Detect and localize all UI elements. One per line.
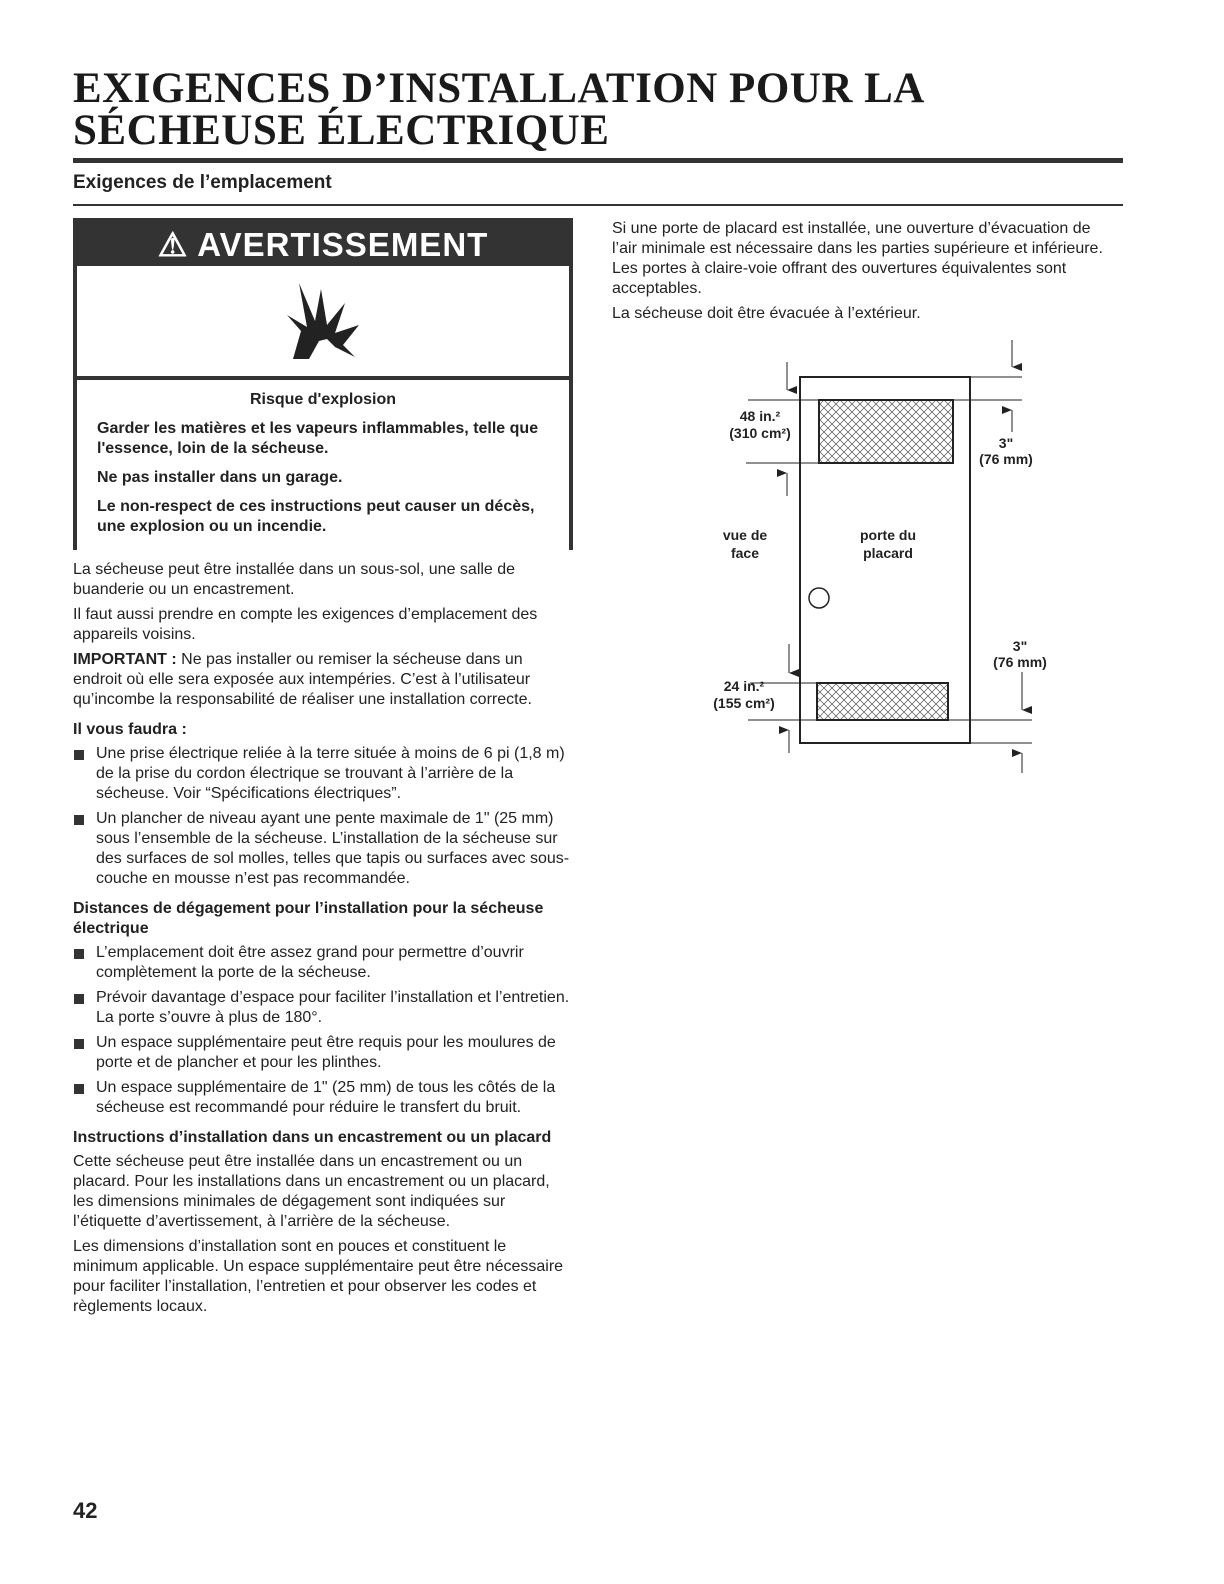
warning-line: Garder les matières et les vapeurs inflammables, telle que l'essence, loin de la sécheuse.: [97, 420, 539, 457]
view-label: vue de: [722, 527, 768, 543]
important-label: IMPORTANT :: [73, 651, 177, 668]
paragraph: La sécheuse peut être installée dans un sous-sol, une salle de buanderie ou un encastrement.: [73, 561, 516, 598]
bottom-gap-metric: (76 mm): [993, 654, 1047, 670]
page-number: 42: [73, 1498, 98, 1523]
section-heading: Exigences de l’emplacement: [73, 172, 332, 193]
important-text: Ne pas installer ou remiser la sécheuse dans un endroit où elle sera exposée aux intempéries. C’est à l’utilisateur qu’incombe la responsabilité de réaliser une installation correcte.: [73, 651, 532, 708]
warning-heading: AVERTISSEMENT: [197, 226, 489, 263]
list-item: Prévoir davantage d’espace pour faciliter l’installation et l’entretien. La porte s’ouvre à plus de 180°.: [73, 988, 573, 1028]
top-area-label: 48 in.²: [739, 408, 781, 424]
door-label: porte du: [860, 527, 916, 543]
bottom-vent: [817, 683, 948, 720]
subheading: Instructions d’installation dans un encastrement ou un placard: [73, 1129, 552, 1146]
paragraph: Il faut aussi prendre en compte les exigences d’emplacement des appareils voisins.: [73, 606, 538, 643]
subheading: Il vous faudra :: [73, 721, 187, 738]
paragraph: Si une porte de placard est installée, une ouverture d’évacuation de l’air minimale est nécessaire dans les parties supérieure et inférieure. Les portes à claire-voie offrant des ouvertures équivalentes sont acceptables.: [612, 220, 1103, 297]
paragraph: Les dimensions d’installation sont en pouces et constituent le minimum applicable. Un espace supplémentaire peut être nécessaire pour faciliter l’installation, l’entretien et pour observer les codes et règlements locaux.: [73, 1238, 564, 1315]
list-item: Une prise électrique reliée à la terre située à moins de 6 pi (1,8 m) de la prise du cordon électrique se trouvant à l’arrière de la sécheuse. Voir “Spécifications électriques”.: [73, 744, 573, 804]
view-label: face: [730, 545, 760, 561]
list-item: Un espace supplémentaire peut être requis pour les moulures de porte et de plancher et pour les plinthes.: [73, 1033, 573, 1073]
warning-line: Le non-respect de ces instructions peut causer un décès, une explosion ou un incendie.: [97, 498, 535, 535]
list-item: L’emplacement doit être assez grand pour permettre d’ouvrir complètement la porte de la sécheuse.: [73, 943, 573, 983]
warning-triangle-icon: ⚠: [157, 226, 198, 263]
door-knob: [809, 588, 829, 608]
top-vent: [819, 400, 953, 463]
list-item: Un plancher de niveau ayant une pente maximale de 1" (25 mm) sous l’ensemble de la sécheuse. L’installation de la sécheuse sur des surfaces de sol molles, telles que tapis ou surfaces avec sous-couche en mousse n’est pas recommandée.: [73, 809, 573, 889]
subheading: Distances de dégagement pour l’installation pour la sécheuse électrique: [73, 900, 544, 937]
warning-line: Ne pas installer dans un garage.: [97, 469, 343, 486]
warning-risk: Risque d'explosion: [249, 391, 397, 408]
paragraph: Cette sécheuse peut être installée dans un encastrement ou un placard. Pour les installations dans un encastrement ou un placard, les dimensions minimales de dégagement sont indiquées sur l’étiquette d’avertissement, à l’arrière de la sécheuse.: [73, 1153, 550, 1230]
top-gap-metric: (76 mm): [979, 451, 1033, 467]
bottom-area-metric: (155 cm²): [713, 695, 775, 711]
top-area-metric: (310 cm²): [729, 425, 791, 441]
page-title: EXIGENCES D’INSTALLATION POUR LA SÉCHEUSE ÉLECTRIQUE: [73, 65, 923, 154]
bottom-area-label: 24 in.²: [723, 678, 765, 694]
paragraph: La sécheuse doit être évacuée à l’extérieur.: [612, 305, 921, 322]
bottom-gap-label: 3": [1012, 638, 1028, 654]
door-label: placard: [863, 545, 913, 561]
list-item: Un espace supplémentaire de 1" (25 mm) de tous les côtés de la sécheuse est recommandé pour réduire le transfert du bruit.: [73, 1078, 573, 1118]
top-gap-label: 3": [998, 435, 1014, 451]
